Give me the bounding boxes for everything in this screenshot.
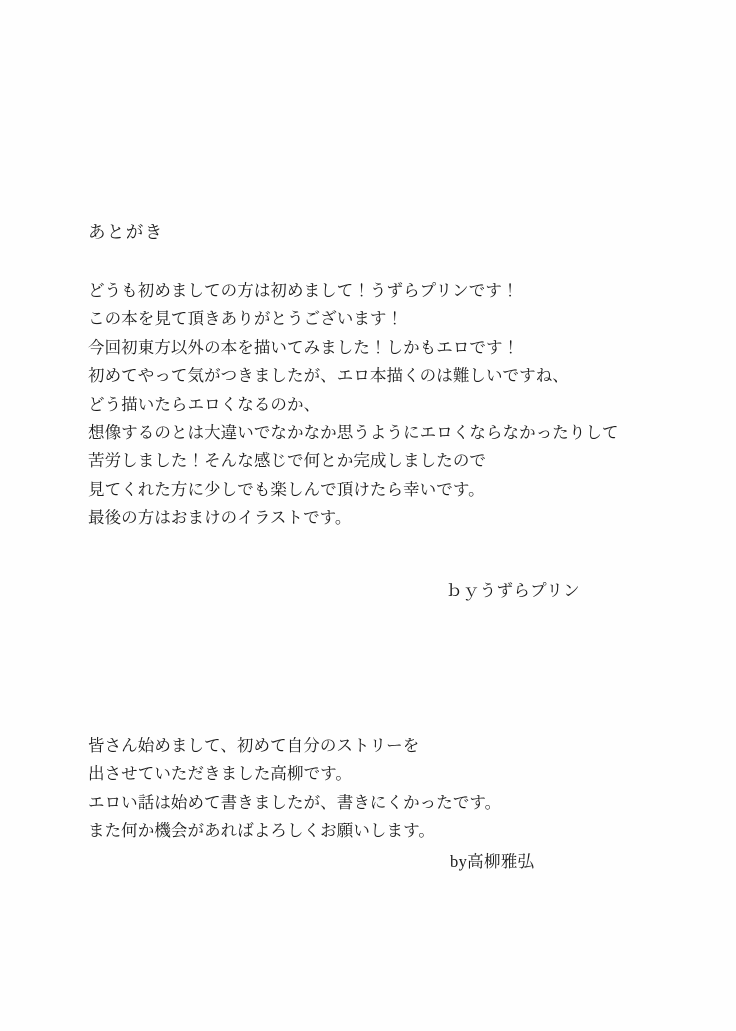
afterword-content [88, 222, 648, 876]
page-title: あとがき [88, 222, 164, 242]
author-signature: ｂｙうずらプリン [446, 580, 580, 600]
text-line: この本を見て頂きありがとうございます！ [88, 309, 404, 329]
text-line: 最後の方はおまけのイラストです。 [88, 508, 352, 528]
text-line: 初めてやって気がつきましたが、エロ本描くのは難しいですね、 [88, 366, 569, 386]
afterword-block-1 [88, 277, 648, 605]
text-line: 出させていただきました高柳です。 [88, 764, 352, 784]
text-line: どう描いたらエロくなるのか、 [88, 394, 321, 414]
afterword-block-2 [88, 732, 648, 876]
text-line: エロい話は始めて書きましたが、書きにくかったです。 [88, 792, 502, 812]
text-line: また何か機会があればよろしくお願いします。 [88, 821, 435, 841]
text-line: どうも初めましての方は初めまして！うずらプリンです！ [88, 281, 519, 300]
text-line: 見てくれた方に少しでも楽しんで頂けたら幸いです。 [88, 479, 485, 499]
text-line: 苦労しました！そんな感じで何とか完成しましたので [88, 451, 486, 471]
text-line: 皆さん始めまして、初めて自分のストリーを [88, 736, 420, 756]
author-signature: by高柳雅弘 [450, 851, 535, 871]
text-line: 想像するのとは大違いでなかなか思うようにエロくならなかったりして [88, 423, 619, 443]
text-line: 今回初東方以外の本を描いてみました！しかもエロです！ [88, 337, 520, 357]
